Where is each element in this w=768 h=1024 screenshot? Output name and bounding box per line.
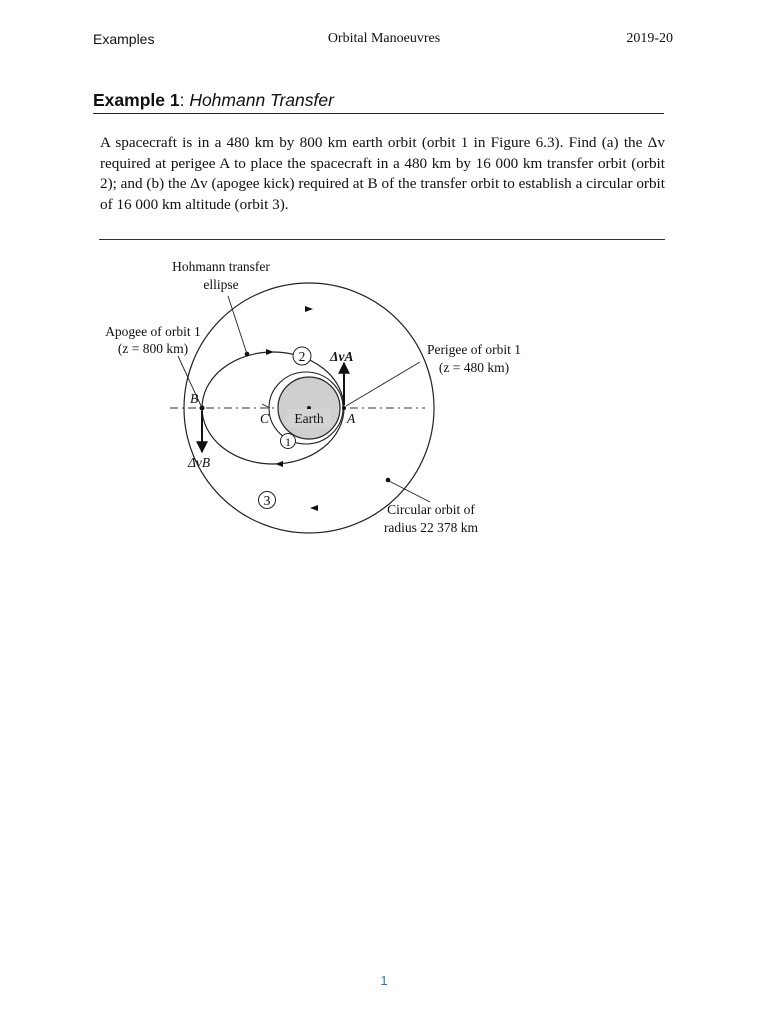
orbit-3-bottom-arrow <box>310 505 318 511</box>
point-c-label: C <box>260 411 270 426</box>
orbit-3-number: 3 <box>263 493 271 508</box>
orbit-2-top-arrow <box>266 349 274 355</box>
perigee-label-line-1: Perigee of orbit 1 <box>426 342 522 357</box>
earth-label: Earth <box>294 411 324 426</box>
perigee-label-line-2: (z = 480 km) <box>438 360 510 375</box>
apogee-label-line-2: (z = 800 km) <box>117 341 189 356</box>
header-center: Orbital Manoeuvres <box>327 31 441 46</box>
point-b-label: B <box>190 391 199 406</box>
circular-label-line-2: radius 22 378 km <box>383 520 479 535</box>
transfer-leader-line <box>228 296 247 354</box>
apogee-label-line-1: Apogee of orbit 1 <box>105 324 201 339</box>
delta-v-a-label: ΔvA <box>330 349 354 364</box>
delta-v-b-label: ΔvB <box>188 455 211 470</box>
header-left: Examples <box>93 31 155 47</box>
orbit-2-number: 2 <box>298 349 306 364</box>
circular-label-line-1: Circular orbit of <box>387 502 475 517</box>
example-title-bold: Example 1 <box>93 90 180 110</box>
transfer-label-line-2: ellipse <box>203 277 239 292</box>
orbit-3-top-arrow <box>305 306 313 312</box>
perigee-leader-line <box>346 362 420 406</box>
orbit-1-number: 1 <box>285 435 291 449</box>
example-title-sep: : <box>179 90 190 110</box>
orbit-2-bottom-arrow <box>275 461 283 467</box>
page-number: 1 <box>380 973 388 988</box>
point-a-label: A <box>347 411 356 426</box>
problem-text: A spacecraft is in a 480 km by 800 km earth orbit (orbit 1 in Figure 6.3). Find (a) the Δv required at perigee A to place the spacecraft in a 480 km by 16 000 km transfer orbit (orbit 2); and (b) the Δv (apogee kick) required at B of the transfer orbit to establish a circular orbit of 16 000 km altitude (orbit 3). <box>100 134 665 213</box>
point-a-dot <box>342 406 346 410</box>
transfer-label-line-1: Hohmann transfer <box>172 259 270 274</box>
example-title-italic: Hohmann Transfer <box>189 90 334 110</box>
header-right: 2019-20 <box>626 31 673 46</box>
